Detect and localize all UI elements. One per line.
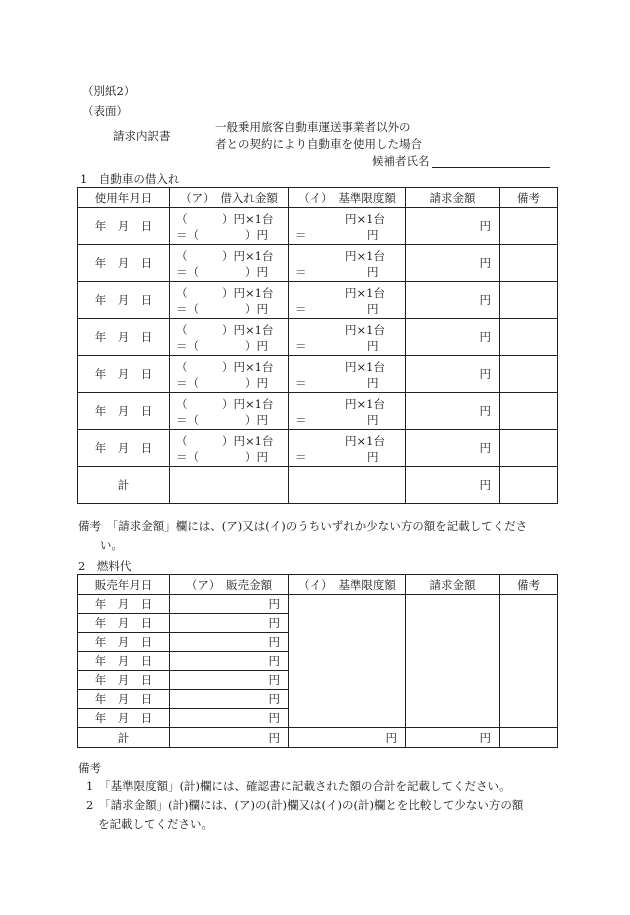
remarks-cell[interactable] xyxy=(500,393,558,430)
usage-date-cell[interactable]: 年 月 日 xyxy=(78,430,170,467)
sale-amount-cell[interactable]: 円 xyxy=(170,633,289,652)
table-row xyxy=(78,208,558,245)
claim-amount-cell[interactable]: 円 xyxy=(406,356,500,393)
rental-amount-cell[interactable] xyxy=(170,208,289,245)
standard-limit-line-2: 円 xyxy=(367,265,379,279)
remarks-merged-cell[interactable] xyxy=(500,595,558,728)
header-rental-amount: （ア） 借入れ金額 xyxy=(170,188,289,208)
table-total-row xyxy=(78,467,558,504)
standard-limit-line-2: 円 xyxy=(367,413,379,427)
rental-amount-line-1: （ ）円×1台 xyxy=(176,360,274,374)
header-remarks: 備考 xyxy=(500,188,558,208)
usage-date-cell[interactable]: 年 月 日 xyxy=(78,245,170,282)
fuel-cost-table xyxy=(77,574,558,748)
section2-note-2-line-2: を記載してください。 xyxy=(98,817,213,831)
sale-date-cell[interactable]: 年 月 日 xyxy=(78,709,170,728)
standard-limit-equals: ＝ xyxy=(295,413,307,427)
standard-limit-line-1: 円×1台 xyxy=(345,434,385,448)
rental-amount-line-2: ＝（ ）円 xyxy=(176,450,268,464)
rental-amount-line-2: ＝（ ）円 xyxy=(176,339,268,353)
rental-amount-cell[interactable] xyxy=(170,282,289,319)
section2-note-2-line-1: 2 「請求金額」(計)欄には、(ア)の(計)欄又は(イ)の(計)欄とを比較して少ない方の額 xyxy=(86,798,524,812)
candidate-name-label: 候補者氏名 xyxy=(372,154,430,168)
section1-title: 1 自動車の借入れ xyxy=(80,172,180,186)
attachment-label: （別紙2） xyxy=(82,84,136,98)
header-claim-amount: 請求金額 xyxy=(406,188,500,208)
standard-limit-cell[interactable] xyxy=(289,282,406,319)
subject-line-2: 者との契約により自動車を使用した場合 xyxy=(215,137,422,151)
claim-amount-cell[interactable]: 円 xyxy=(406,393,500,430)
standard-limit-merged-cell[interactable] xyxy=(289,595,406,728)
standard-limit-equals: ＝ xyxy=(295,376,307,390)
standard-limit-line-1: 円×1台 xyxy=(345,323,385,337)
sale-date-cell[interactable]: 年 月 日 xyxy=(78,671,170,690)
remarks-cell[interactable] xyxy=(500,430,558,467)
sale-date-cell[interactable]: 年 月 日 xyxy=(78,614,170,633)
standard-limit-equals: ＝ xyxy=(295,265,307,279)
rental-amount-cell[interactable] xyxy=(170,430,289,467)
remarks-cell[interactable] xyxy=(500,245,558,282)
total-label: 計 xyxy=(78,467,170,504)
sale-date-cell[interactable]: 年 月 日 xyxy=(78,633,170,652)
rental-amount-line-1: （ ）円×1台 xyxy=(176,286,274,300)
remarks-cell[interactable] xyxy=(500,319,558,356)
section2-note-1: 1 「基準限度額」(計)欄には、確認書に記載された額の合計を記載してください。 xyxy=(86,779,511,793)
total-rental-cell[interactable] xyxy=(170,467,289,504)
standard-limit-equals: ＝ xyxy=(295,228,307,242)
standard-limit-cell[interactable] xyxy=(289,245,406,282)
standard-limit-line-1: 円×1台 xyxy=(345,286,385,300)
claim-amount-cell[interactable]: 円 xyxy=(406,245,500,282)
standard-limit-line-1: 円×1台 xyxy=(345,249,385,263)
standard-limit-equals: ＝ xyxy=(295,302,307,316)
sale-amount-cell[interactable]: 円 xyxy=(170,709,289,728)
header-remarks: 備考 xyxy=(500,575,558,595)
rental-amount-line-2: ＝（ ）円 xyxy=(176,265,268,279)
section1-note-line-1: 備考 「請求金額」欄には、(ア)又は(イ)のうちいずれか少ない方の額を記載してくださ xyxy=(78,519,528,533)
standard-limit-cell[interactable] xyxy=(289,393,406,430)
total-claim-cell[interactable]: 円 xyxy=(406,467,500,504)
rental-amount-line-1: （ ）円×1台 xyxy=(176,249,274,263)
standard-limit-line-2: 円 xyxy=(367,228,379,242)
table-total-row xyxy=(78,728,558,748)
standard-limit-cell[interactable] xyxy=(289,208,406,245)
usage-date-cell[interactable]: 年 月 日 xyxy=(78,319,170,356)
rental-amount-line-2: ＝（ ）円 xyxy=(176,413,268,427)
standard-limit-line-2: 円 xyxy=(367,450,379,464)
standard-limit-equals: ＝ xyxy=(295,450,307,464)
sale-amount-cell[interactable]: 円 xyxy=(170,671,289,690)
rental-amount-cell[interactable] xyxy=(170,245,289,282)
standard-limit-line-2: 円 xyxy=(367,302,379,316)
sale-date-cell[interactable]: 年 月 日 xyxy=(78,690,170,709)
table-row xyxy=(78,319,558,356)
claim-amount-merged-cell[interactable] xyxy=(406,595,500,728)
table-row xyxy=(78,245,558,282)
total-remarks-cell[interactable] xyxy=(500,728,558,748)
rental-amount-line-1: （ ）円×1台 xyxy=(176,397,274,411)
total-sale-cell[interactable]: 円 xyxy=(170,728,289,748)
rental-amount-cell[interactable] xyxy=(170,393,289,430)
total-limit-cell[interactable]: 円 xyxy=(289,728,406,748)
sale-amount-cell[interactable]: 円 xyxy=(170,595,289,614)
section2-title: 2 燃料代 xyxy=(78,559,132,573)
table-header-row xyxy=(78,575,558,595)
header-claim-amount: 請求金額 xyxy=(406,575,500,595)
standard-limit-cell[interactable] xyxy=(289,356,406,393)
section1-note-line-2: い。 xyxy=(100,538,123,552)
header-sale-date: 販売年月日 xyxy=(78,575,170,595)
sale-date-cell[interactable]: 年 月 日 xyxy=(78,595,170,614)
usage-date-cell[interactable]: 年 月 日 xyxy=(78,208,170,245)
rental-amount-line-1: （ ）円×1台 xyxy=(176,434,274,448)
standard-limit-cell[interactable] xyxy=(289,319,406,356)
table-row xyxy=(78,282,558,319)
side-label: （表面） xyxy=(82,104,128,118)
table-row xyxy=(78,393,558,430)
table-row xyxy=(78,430,558,467)
claim-amount-cell[interactable]: 円 xyxy=(406,319,500,356)
header-sale-amount: （ア） 販売金額 xyxy=(170,575,289,595)
rental-amount-line-1: （ ）円×1台 xyxy=(176,323,274,337)
table-header-row xyxy=(78,188,558,208)
sale-amount-cell[interactable]: 円 xyxy=(170,652,289,671)
subject-line-1: 一般乗用旅客自動車運送事業者以外の xyxy=(215,120,411,134)
usage-date-cell[interactable]: 年 月 日 xyxy=(78,393,170,430)
rental-amount-cell[interactable] xyxy=(170,356,289,393)
standard-limit-line-1: 円×1台 xyxy=(345,360,385,374)
total-claim-cell[interactable]: 円 xyxy=(406,728,500,748)
standard-limit-cell[interactable] xyxy=(289,430,406,467)
rental-amount-line-2: ＝（ ）円 xyxy=(176,376,268,390)
remarks-cell[interactable] xyxy=(500,356,558,393)
sale-date-cell[interactable]: 年 月 日 xyxy=(78,652,170,671)
claim-amount-cell[interactable]: 円 xyxy=(406,282,500,319)
standard-limit-line-2: 円 xyxy=(367,339,379,353)
sale-amount-cell[interactable]: 円 xyxy=(170,690,289,709)
rental-amount-line-2: ＝（ ）円 xyxy=(176,302,268,316)
standard-limit-equals: ＝ xyxy=(295,339,307,353)
rental-amount-line-2: ＝（ ）円 xyxy=(176,228,268,242)
table-row xyxy=(78,595,558,614)
standard-limit-line-1: 円×1台 xyxy=(345,397,385,411)
rental-amount-line-1: （ ）円×1台 xyxy=(176,212,274,226)
standard-limit-line-1: 円×1台 xyxy=(345,212,385,226)
remarks-cell[interactable] xyxy=(500,282,558,319)
total-label: 計 xyxy=(78,728,170,748)
usage-date-cell[interactable]: 年 月 日 xyxy=(78,282,170,319)
total-limit-cell[interactable] xyxy=(289,467,406,504)
rental-amount-cell[interactable] xyxy=(170,319,289,356)
header-standard-limit: （イ） 基準限度額 xyxy=(289,575,406,595)
usage-date-cell[interactable]: 年 月 日 xyxy=(78,356,170,393)
standard-limit-line-2: 円 xyxy=(367,376,379,390)
vehicle-rental-table xyxy=(77,187,558,504)
claim-amount-cell[interactable]: 円 xyxy=(406,430,500,467)
section2-notes-title: 備考 xyxy=(78,761,101,775)
claim-amount-cell[interactable]: 円 xyxy=(406,208,500,245)
total-remarks-cell[interactable] xyxy=(500,467,558,504)
header-standard-limit: （イ） 基準限度額 xyxy=(289,188,406,208)
document-title: 請求内訳書 xyxy=(113,129,171,143)
header-usage-date: 使用年月日 xyxy=(78,188,170,208)
remarks-cell[interactable] xyxy=(500,208,558,245)
table-row xyxy=(78,356,558,393)
candidate-name-line xyxy=(432,167,550,168)
sale-amount-cell[interactable]: 円 xyxy=(170,614,289,633)
